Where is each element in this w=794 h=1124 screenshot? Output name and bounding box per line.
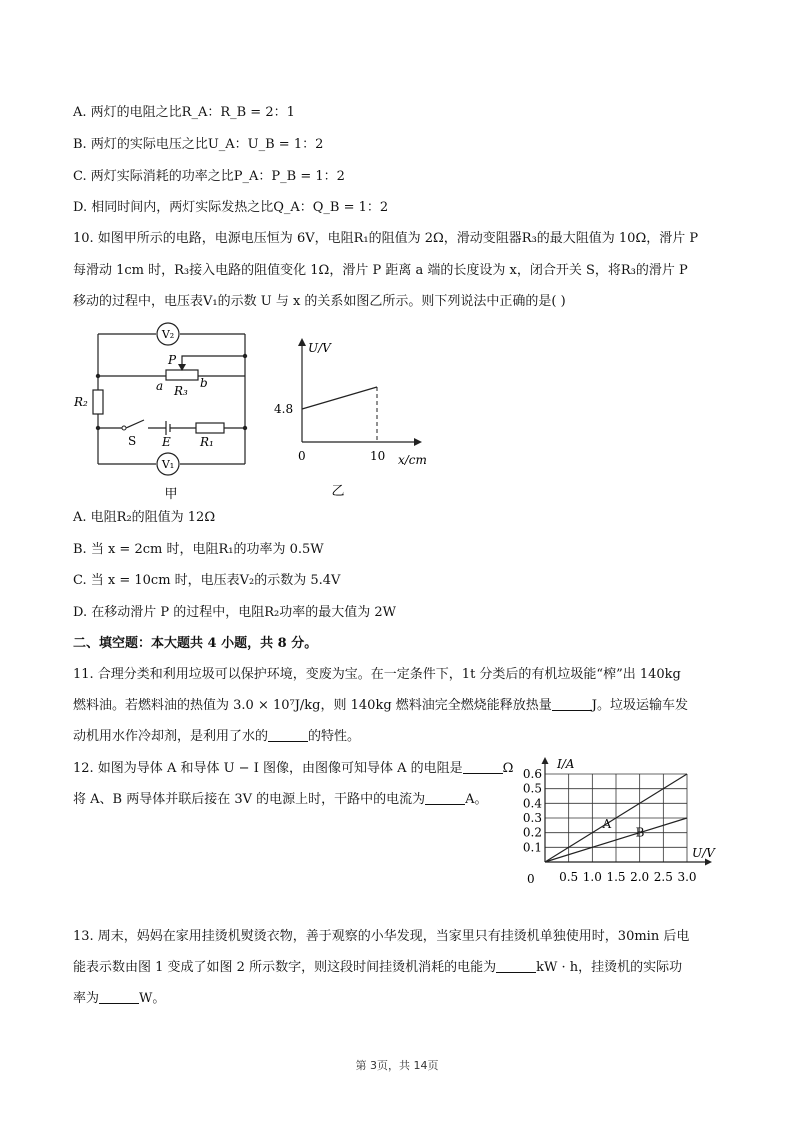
chart-origin: 0	[527, 872, 535, 886]
r3-label: R₃	[174, 384, 188, 398]
graph-xtick: 10	[370, 449, 386, 463]
q13-line3: 率为 W。	[73, 991, 166, 1006]
q11-line2: 燃料油。若燃料油的热值为 3.0 × 10⁷J/kg，则 140kg 燃料油完全燃烧能释放热量 J。垃圾运输车发	[73, 698, 689, 713]
x-tick-label: 0.5	[559, 870, 579, 884]
answer-blank	[99, 991, 139, 1004]
circuit-caption: 甲	[164, 487, 178, 502]
series-label-b: B	[635, 825, 645, 840]
v2-label: V₂	[161, 328, 175, 341]
x-tick-label: 1.5	[606, 870, 626, 884]
answer-blank	[463, 761, 503, 774]
y-tick-label: 0.6	[522, 767, 542, 781]
chart-xlabel: U/V	[692, 846, 715, 860]
chart-ylabel: I/A	[557, 757, 575, 771]
q10-stem-line2: 每滑动 1cm 时，R₃接入电路的阻值变化 1Ω，滑片 P 距离 a 端的长度设为 x，闭合开关 S，将R₃的滑片 P	[73, 263, 688, 278]
p-label: P	[168, 353, 177, 367]
u-x-line	[302, 387, 377, 409]
q10-option-a: A. 电阻R₂的阻值为 12Ω	[73, 510, 216, 525]
x-tick-label: 2.0	[630, 870, 650, 884]
q10-stem-line3: 移动的过程中，电压表V₁的示数 U 与 x 的关系如图乙所示。则下列说法中正确的是( )	[73, 294, 566, 309]
y-tick-label: 0.5	[522, 781, 542, 796]
q13-line1: 13. 周末，妈妈在家用挂烫机熨烫衣物，善于观察的小华发现，当家里只有挂烫机单独使用时，30min 后电	[73, 929, 690, 944]
page-footer: 第 3页，共 14页	[355, 1059, 439, 1072]
y-tick-label: 0.1	[522, 840, 542, 855]
y-tick-label: 0.4	[522, 796, 542, 811]
b-label: b	[200, 376, 208, 390]
e-label: E	[162, 435, 171, 449]
q9-option-b: B. 两灯的实际电压之比U_A：U_B = 1：2	[73, 137, 324, 152]
q9-option-c: C. 两灯实际消耗的功率之比P_A：P_B = 1：2	[73, 169, 345, 184]
answer-blank	[496, 960, 536, 973]
voltage-displacement-graph	[270, 330, 450, 500]
ui-chart	[515, 752, 725, 892]
r2-label: R₂	[74, 395, 88, 409]
s-label: S	[128, 434, 137, 448]
q11-line3: 动机用水作冷却剂，是利用了水的 的特性。	[73, 729, 361, 744]
series-label-a: A	[602, 816, 612, 831]
section-heading: 二、填空题：本大题共 4 小题，共 8 分。	[73, 636, 318, 651]
q10-option-d: D. 在移动滑片 P 的过程中，电阻R₂功率的最大值为 2W	[73, 605, 397, 620]
r1-label: R₁	[200, 435, 214, 449]
graph-caption: 乙	[331, 484, 345, 499]
y-tick-label: 0.2	[522, 825, 542, 840]
q10-option-b: B. 当 x = 2cm 时，电阻R₁的功率为 0.5W	[73, 542, 324, 557]
graph-xlabel: x/cm	[398, 453, 427, 467]
y-tick-label: 0.3	[522, 811, 542, 825]
q9-option-a: A. 两灯的电阻之比R_A：R_B = 2：1	[73, 105, 295, 120]
answer-blank	[552, 698, 592, 711]
y-axis-arrow	[542, 757, 549, 764]
q10-stem-line1: 10. 如图甲所示的电路，电源电压恒为 6V，电阻R₁的阻值为 2Ω，滑动变阻器R₃的最大阻值为 10Ω，滑片 P	[73, 231, 699, 246]
v1-label: V₁	[161, 458, 175, 471]
q10-option-c: C. 当 x = 10cm 时，电压表V₂的示数为 5.4V	[73, 573, 341, 588]
a-label: a	[156, 379, 164, 393]
q9-option-d: D. 相同时间内，两灯实际发热之比Q_A：Q_B = 1：2	[73, 200, 389, 215]
x-tick-label: 2.5	[653, 870, 673, 884]
x-tick-label: 3.0	[677, 870, 697, 884]
graph-ylabel: U/V	[308, 341, 331, 355]
q11-line1: 11. 合理分类和利用垃圾可以保护环境，变废为宝。在一定条件下，1t 分类后的有机垃圾能“榨”出 140kg	[73, 667, 681, 682]
answer-blank	[425, 792, 465, 805]
q12-line1: 12. 如图为导体 A 和导体 U − I 图像，由图像可知导体 A 的电阻是 Ω	[73, 761, 514, 776]
q12-line2: 将 A、B 两导体并联后接在 3V 的电源上时，干路中的电流为 A。	[73, 792, 488, 807]
q13-line2: 能表示数由图 1 变成了如图 2 所示数字，则这段时间挂烫机消耗的电能为 kW · h，挂烫机的实际功	[73, 960, 683, 975]
x-tick-label: 1.0	[582, 870, 602, 884]
answer-blank	[268, 729, 308, 742]
graph-origin: 0	[298, 449, 306, 463]
circuit-diagram	[68, 318, 268, 503]
graph-ytick: 4.8	[274, 402, 294, 416]
